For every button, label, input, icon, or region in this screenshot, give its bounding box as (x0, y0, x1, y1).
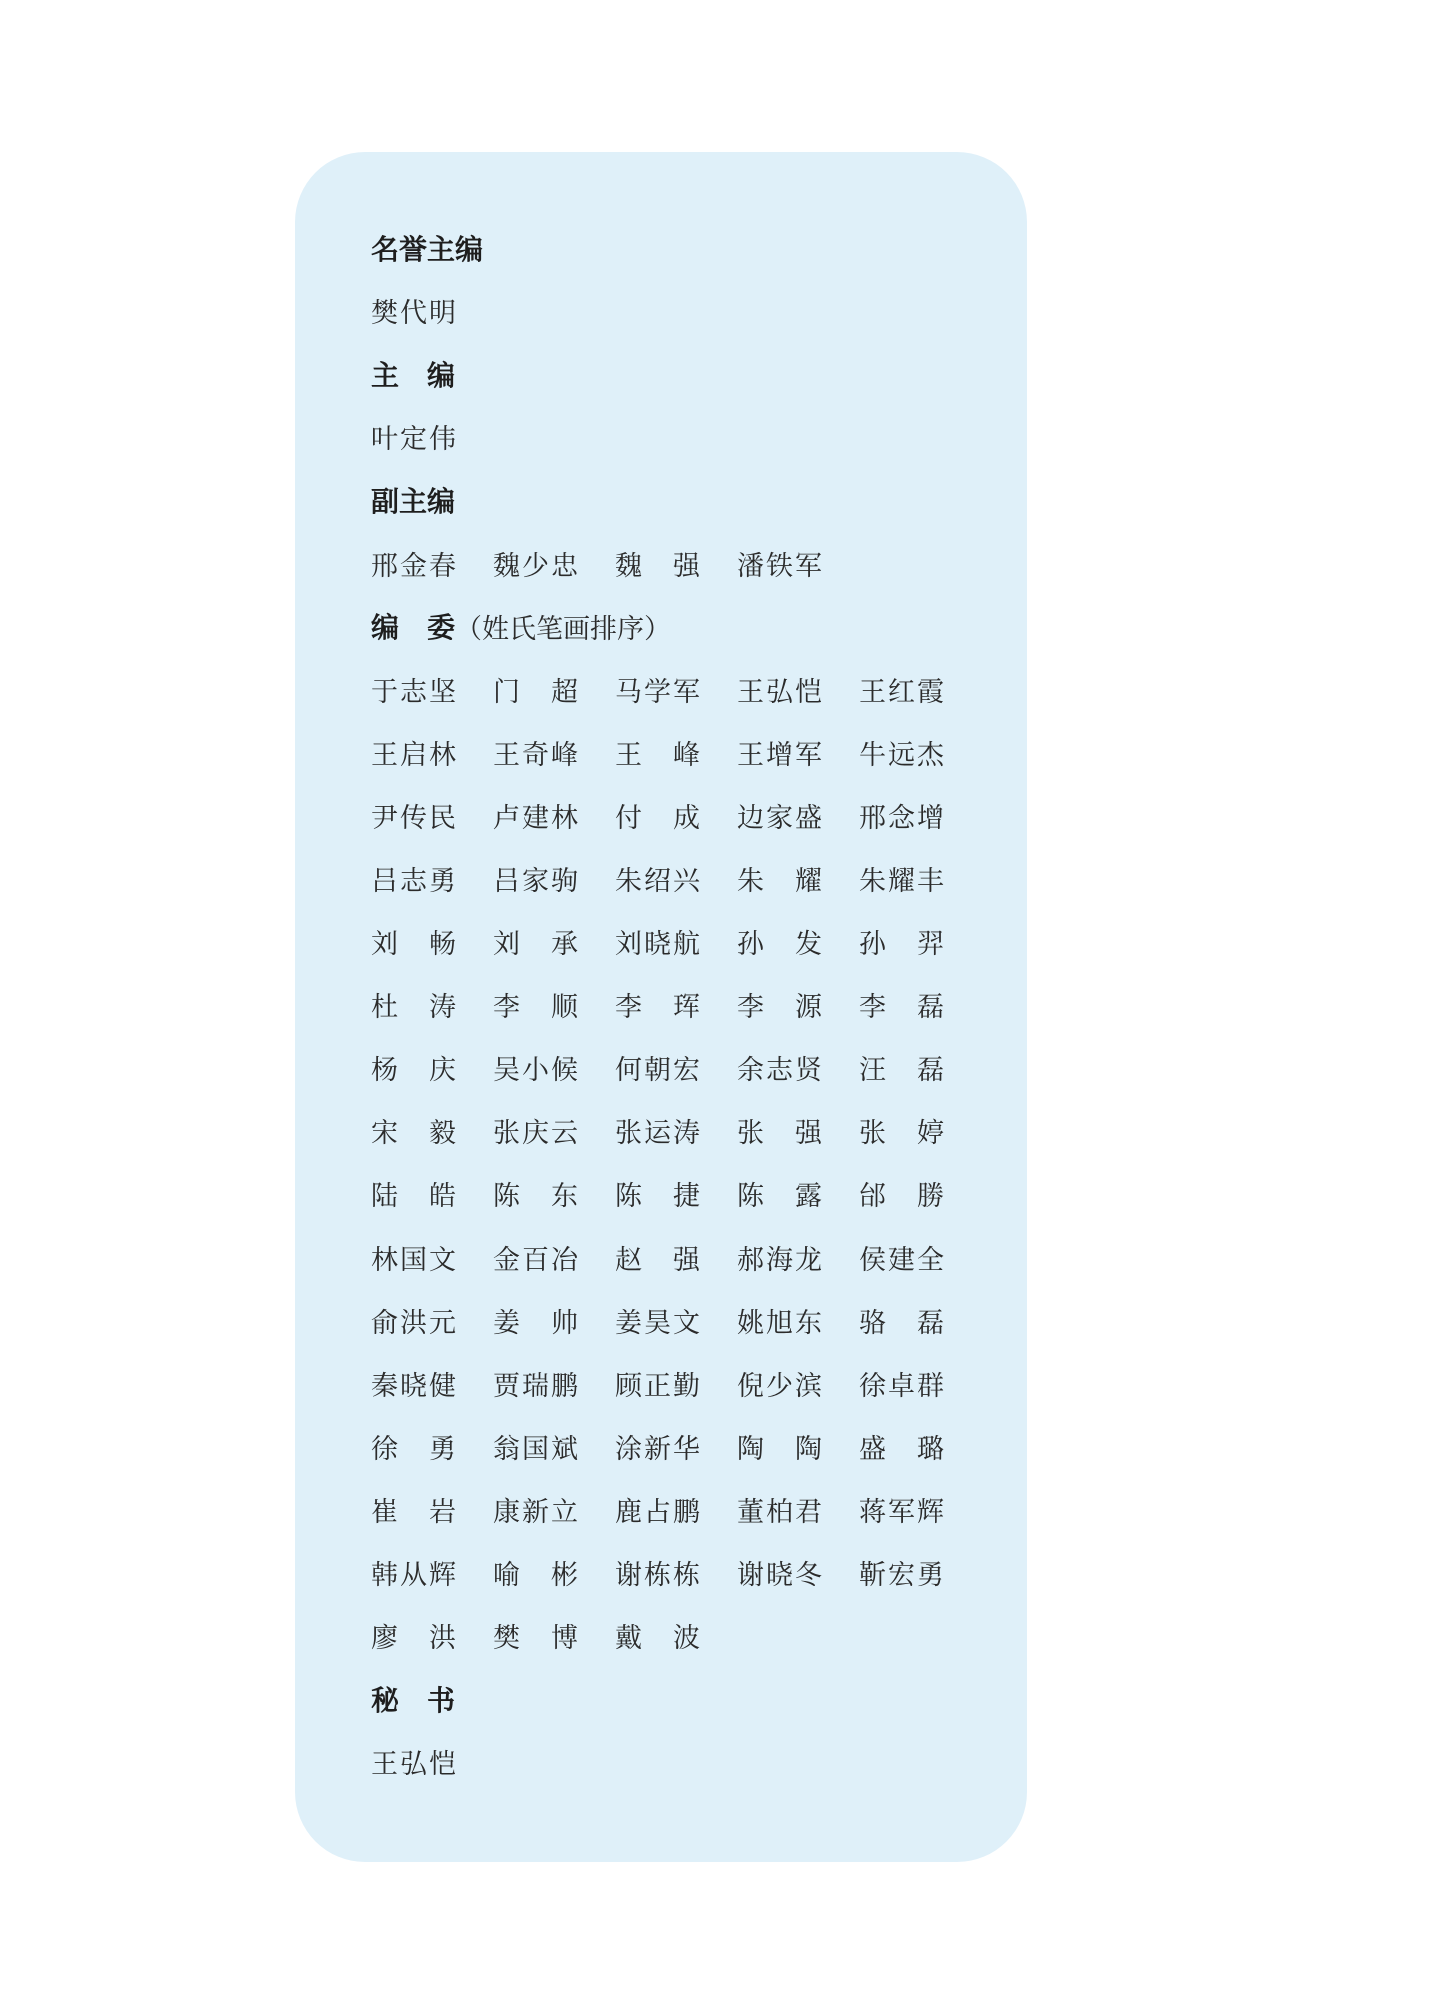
editorial-board-row (371, 1226, 991, 1289)
editorial-board-member: 尹传民 (371, 802, 458, 834)
editorial-board-member: 王启林 (371, 739, 458, 771)
editorial-board-member: 王奇峰 (493, 739, 580, 771)
editorial-board-member: 门 超 (493, 676, 580, 708)
editorial-board-member: 徐 勇 (371, 1433, 458, 1465)
editorial-board-member: 邰 勝 (859, 1181, 946, 1213)
editorial-board-row (371, 1289, 991, 1352)
editorial-board-member: 翁国斌 (493, 1433, 580, 1465)
editorial-board-member: 林国文 (371, 1244, 458, 1276)
honorary-editor-heading-text: 名誉主编 (371, 232, 484, 266)
editorial-board-member: 朱绍兴 (615, 865, 702, 897)
honorary-editor-heading (371, 216, 991, 279)
editorial-board-member: 姜昊文 (615, 1307, 702, 1339)
associate-editor-name: 魏少忠 (493, 550, 580, 582)
editorial-board-heading-text: 编 委 (371, 611, 456, 645)
secretary-names (371, 1730, 991, 1793)
editorial-board-row (371, 1415, 991, 1478)
editorial-board-row (371, 910, 991, 973)
editorial-board-member: 喻 彬 (493, 1560, 580, 1592)
editorial-board-member: 金百冶 (493, 1244, 580, 1276)
editorial-board-member: 孙 羿 (859, 929, 946, 961)
editorial-board-member: 骆 磊 (859, 1307, 946, 1339)
honorary-editor-names (371, 279, 991, 342)
editor-in-chief-heading-text: 主 编 (371, 358, 456, 392)
editorial-board-row (371, 721, 991, 784)
editorial-board-member: 王 峰 (615, 739, 702, 771)
editorial-board-member: 谢栋栋 (615, 1560, 702, 1592)
editorial-board-member: 邢念增 (859, 802, 946, 834)
editorial-board-member: 付 成 (615, 802, 702, 834)
editorial-board-member: 郝海龙 (737, 1244, 824, 1276)
editor-in-chief-names (371, 405, 991, 468)
editorial-board-member: 吴小候 (493, 1055, 580, 1087)
editorial-board-member: 康新立 (493, 1496, 580, 1528)
editorial-board-member: 李 磊 (859, 992, 946, 1024)
editorial-list (371, 216, 991, 1793)
editorial-board-member: 涂新华 (615, 1433, 702, 1465)
editorial-board-member: 宋 毅 (371, 1118, 458, 1150)
editorial-board-member: 徐卓群 (859, 1370, 946, 1402)
editorial-board-note: （姓氏笔画排序） (455, 613, 672, 645)
editorial-board-member: 李 源 (737, 992, 824, 1024)
editorial-board-member: 吕家驹 (493, 865, 580, 897)
editorial-board-member: 崔 岩 (371, 1496, 458, 1528)
editorial-board-member: 王弘恺 (737, 676, 824, 708)
editorial-board-row (371, 1036, 991, 1099)
editorial-board-member: 戴 波 (615, 1623, 702, 1655)
editorial-board-member: 韩从辉 (371, 1560, 458, 1592)
editorial-board-row (371, 1478, 991, 1541)
secretary-heading-text: 秘 书 (371, 1683, 456, 1717)
editorial-board-member: 蒋军辉 (859, 1496, 946, 1528)
editorial-board-member: 陆 皓 (371, 1181, 458, 1213)
editorial-board-member: 王增军 (737, 739, 824, 771)
editorial-board-member: 赵 强 (615, 1244, 702, 1276)
editorial-board-member: 姚旭东 (737, 1307, 824, 1339)
editorial-board-member: 刘 畅 (371, 929, 458, 961)
editorial-board-member: 朱耀丰 (859, 865, 946, 897)
editorial-board-member: 杨 庆 (371, 1055, 458, 1087)
editorial-board-member: 刘 承 (493, 929, 580, 961)
editorial-board-member: 谢晓冬 (737, 1560, 824, 1592)
editorial-board-member: 马学军 (615, 676, 702, 708)
editorial-board-row (371, 1099, 991, 1162)
editorial-board-member: 吕志勇 (371, 865, 458, 897)
editorial-board-member: 董柏君 (737, 1496, 824, 1528)
editorial-board-member: 张庆云 (493, 1118, 580, 1150)
editorial-board-member: 李 珲 (615, 992, 702, 1024)
honorary-editor-name: 樊代明 (371, 298, 458, 330)
editorial-board-member: 刘晓航 (615, 929, 702, 961)
editorial-board-member: 姜 帅 (493, 1307, 580, 1339)
editorial-board-member: 盛 璐 (859, 1433, 946, 1465)
editorial-board-member: 陶 陶 (737, 1433, 824, 1465)
editorial-board-member: 王红霞 (859, 676, 946, 708)
editorial-board-member: 牛远杰 (859, 739, 946, 771)
associate-editor-name: 潘铁军 (737, 550, 824, 582)
editorial-board-member: 张 强 (737, 1118, 824, 1150)
editorial-board-member: 鹿占鹏 (615, 1496, 702, 1528)
editor-in-chief-name: 叶定伟 (371, 424, 458, 456)
editorial-board-member: 樊 博 (493, 1623, 580, 1655)
editorial-board-member: 靳宏勇 (859, 1560, 946, 1592)
associate-editor-name: 魏 强 (615, 550, 702, 582)
editorial-board-row (371, 1352, 991, 1415)
editorial-board-member: 孙 发 (737, 929, 824, 961)
editorial-board-member: 侯建全 (859, 1244, 946, 1276)
editorial-board-row (371, 784, 991, 847)
secretary-name: 王弘恺 (371, 1749, 458, 1781)
editorial-board-member: 顾正勤 (615, 1370, 702, 1402)
editorial-board-member: 陈 捷 (615, 1181, 702, 1213)
editorial-board-rows (371, 658, 991, 1668)
editorial-board-row (371, 1541, 991, 1604)
editorial-board-member: 杜 涛 (371, 992, 458, 1024)
editor-in-chief-heading (371, 342, 991, 405)
editorial-board-member: 张 婷 (859, 1118, 946, 1150)
editorial-board-member: 朱 耀 (737, 865, 824, 897)
editorial-board-member: 李 顺 (493, 992, 580, 1024)
editorial-board-member: 俞洪元 (371, 1307, 458, 1339)
editorial-board-row (371, 658, 991, 721)
editorial-board-member: 陈 露 (737, 1181, 824, 1213)
editorial-board-member: 陈 东 (493, 1181, 580, 1213)
editorial-board-member: 余志贤 (737, 1055, 824, 1087)
associate-editor-name: 邢金春 (371, 550, 458, 582)
editorial-board-member: 秦晓健 (371, 1370, 458, 1402)
editorial-board-member: 汪 磊 (859, 1055, 946, 1087)
editorial-board-heading (371, 595, 991, 658)
editorial-board-member: 何朝宏 (615, 1055, 702, 1087)
associate-editors-names (371, 531, 991, 594)
secretary-heading (371, 1667, 991, 1730)
editorial-board-row (371, 973, 991, 1036)
editorial-board-member: 卢建林 (493, 802, 580, 834)
associate-editors-heading (371, 468, 991, 531)
editorial-board-member: 张运涛 (615, 1118, 702, 1150)
editorial-board-member: 边家盛 (737, 802, 824, 834)
editorial-board-member: 廖 洪 (371, 1623, 458, 1655)
editorial-board-row (371, 1162, 991, 1225)
editorial-board-row (371, 847, 991, 910)
editorial-board-row (371, 1604, 991, 1667)
editorial-board-member: 于志坚 (371, 676, 458, 708)
associate-editors-heading-text: 副主编 (371, 484, 456, 518)
editorial-board-member: 贾瑞鹏 (493, 1370, 580, 1402)
editorial-board-member: 倪少滨 (737, 1370, 824, 1402)
